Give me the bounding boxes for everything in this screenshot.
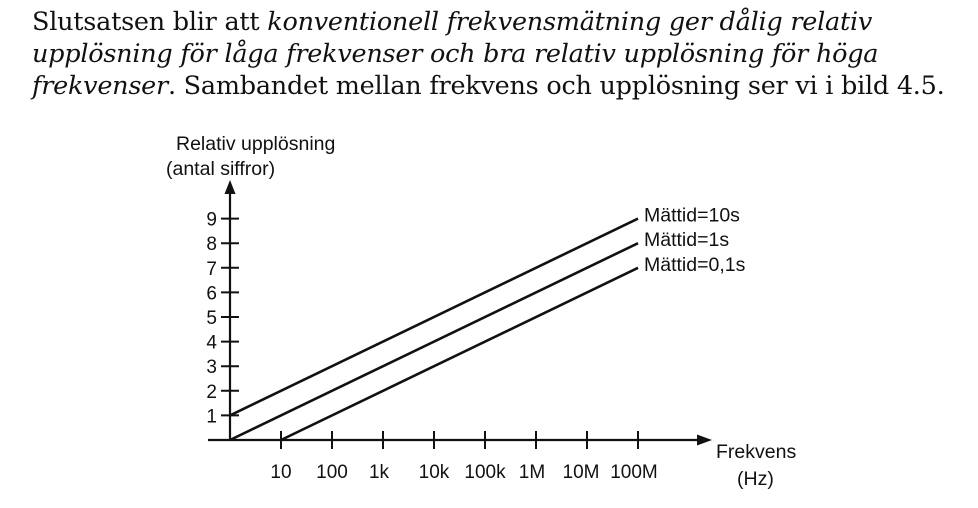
x-axis-title-line-1: Frekvens [716,441,797,463]
series-line [281,268,638,440]
x-axis-arrow [697,435,712,446]
x-tick-label: 100M [610,462,658,483]
series-line [230,243,638,440]
paragraph-line-3-italic: frekvenser [32,71,168,101]
series-label: Mättid=10s [644,204,740,227]
y-axis-arrow [225,180,236,194]
y-tick-label: 7 [206,258,217,280]
x-tick-label: 1M [518,462,546,483]
y-tick-label: 8 [206,234,217,256]
y-tick-label: 4 [206,332,217,354]
series-label: Mättid=0,1s [644,253,746,276]
series-line [230,219,638,416]
x-tick-label: 10 [270,462,292,483]
y-tick-label: 2 [206,381,217,403]
x-tick-label: 10M [562,462,600,483]
x-axis-title-line-2: (Hz) [737,468,774,490]
paragraph-line-1-start: Slutsatsen blir att [32,7,268,37]
y-axis-title-line-2: (antal siffror) [166,158,276,180]
y-axis-title-line-1: Relativ upplösning [176,133,336,155]
x-tick-label: 100 [316,462,348,483]
x-tick-label: 10k [418,462,450,483]
paragraph-line-2: upplösning för låga frekvenser och bra relativ upplösning för höga [32,39,879,69]
series-label: Mättid=1s [644,229,730,252]
x-tick-label: 1k [368,462,390,483]
y-tick-label: 1 [206,406,217,428]
y-tick-label: 3 [206,357,217,379]
y-tick-label: 5 [206,308,217,329]
y-tick-label: 9 [206,209,217,231]
paragraph-line-1-italic: konventionell frekvensmätning ger dålig relativ [267,7,873,37]
y-tick-label: 6 [206,283,217,305]
paragraph-line-3-end: . Sambandet mellan frekvens och upplösning ser vi i bild 4.5. [167,71,945,101]
x-tick-label: 100k [464,462,506,483]
